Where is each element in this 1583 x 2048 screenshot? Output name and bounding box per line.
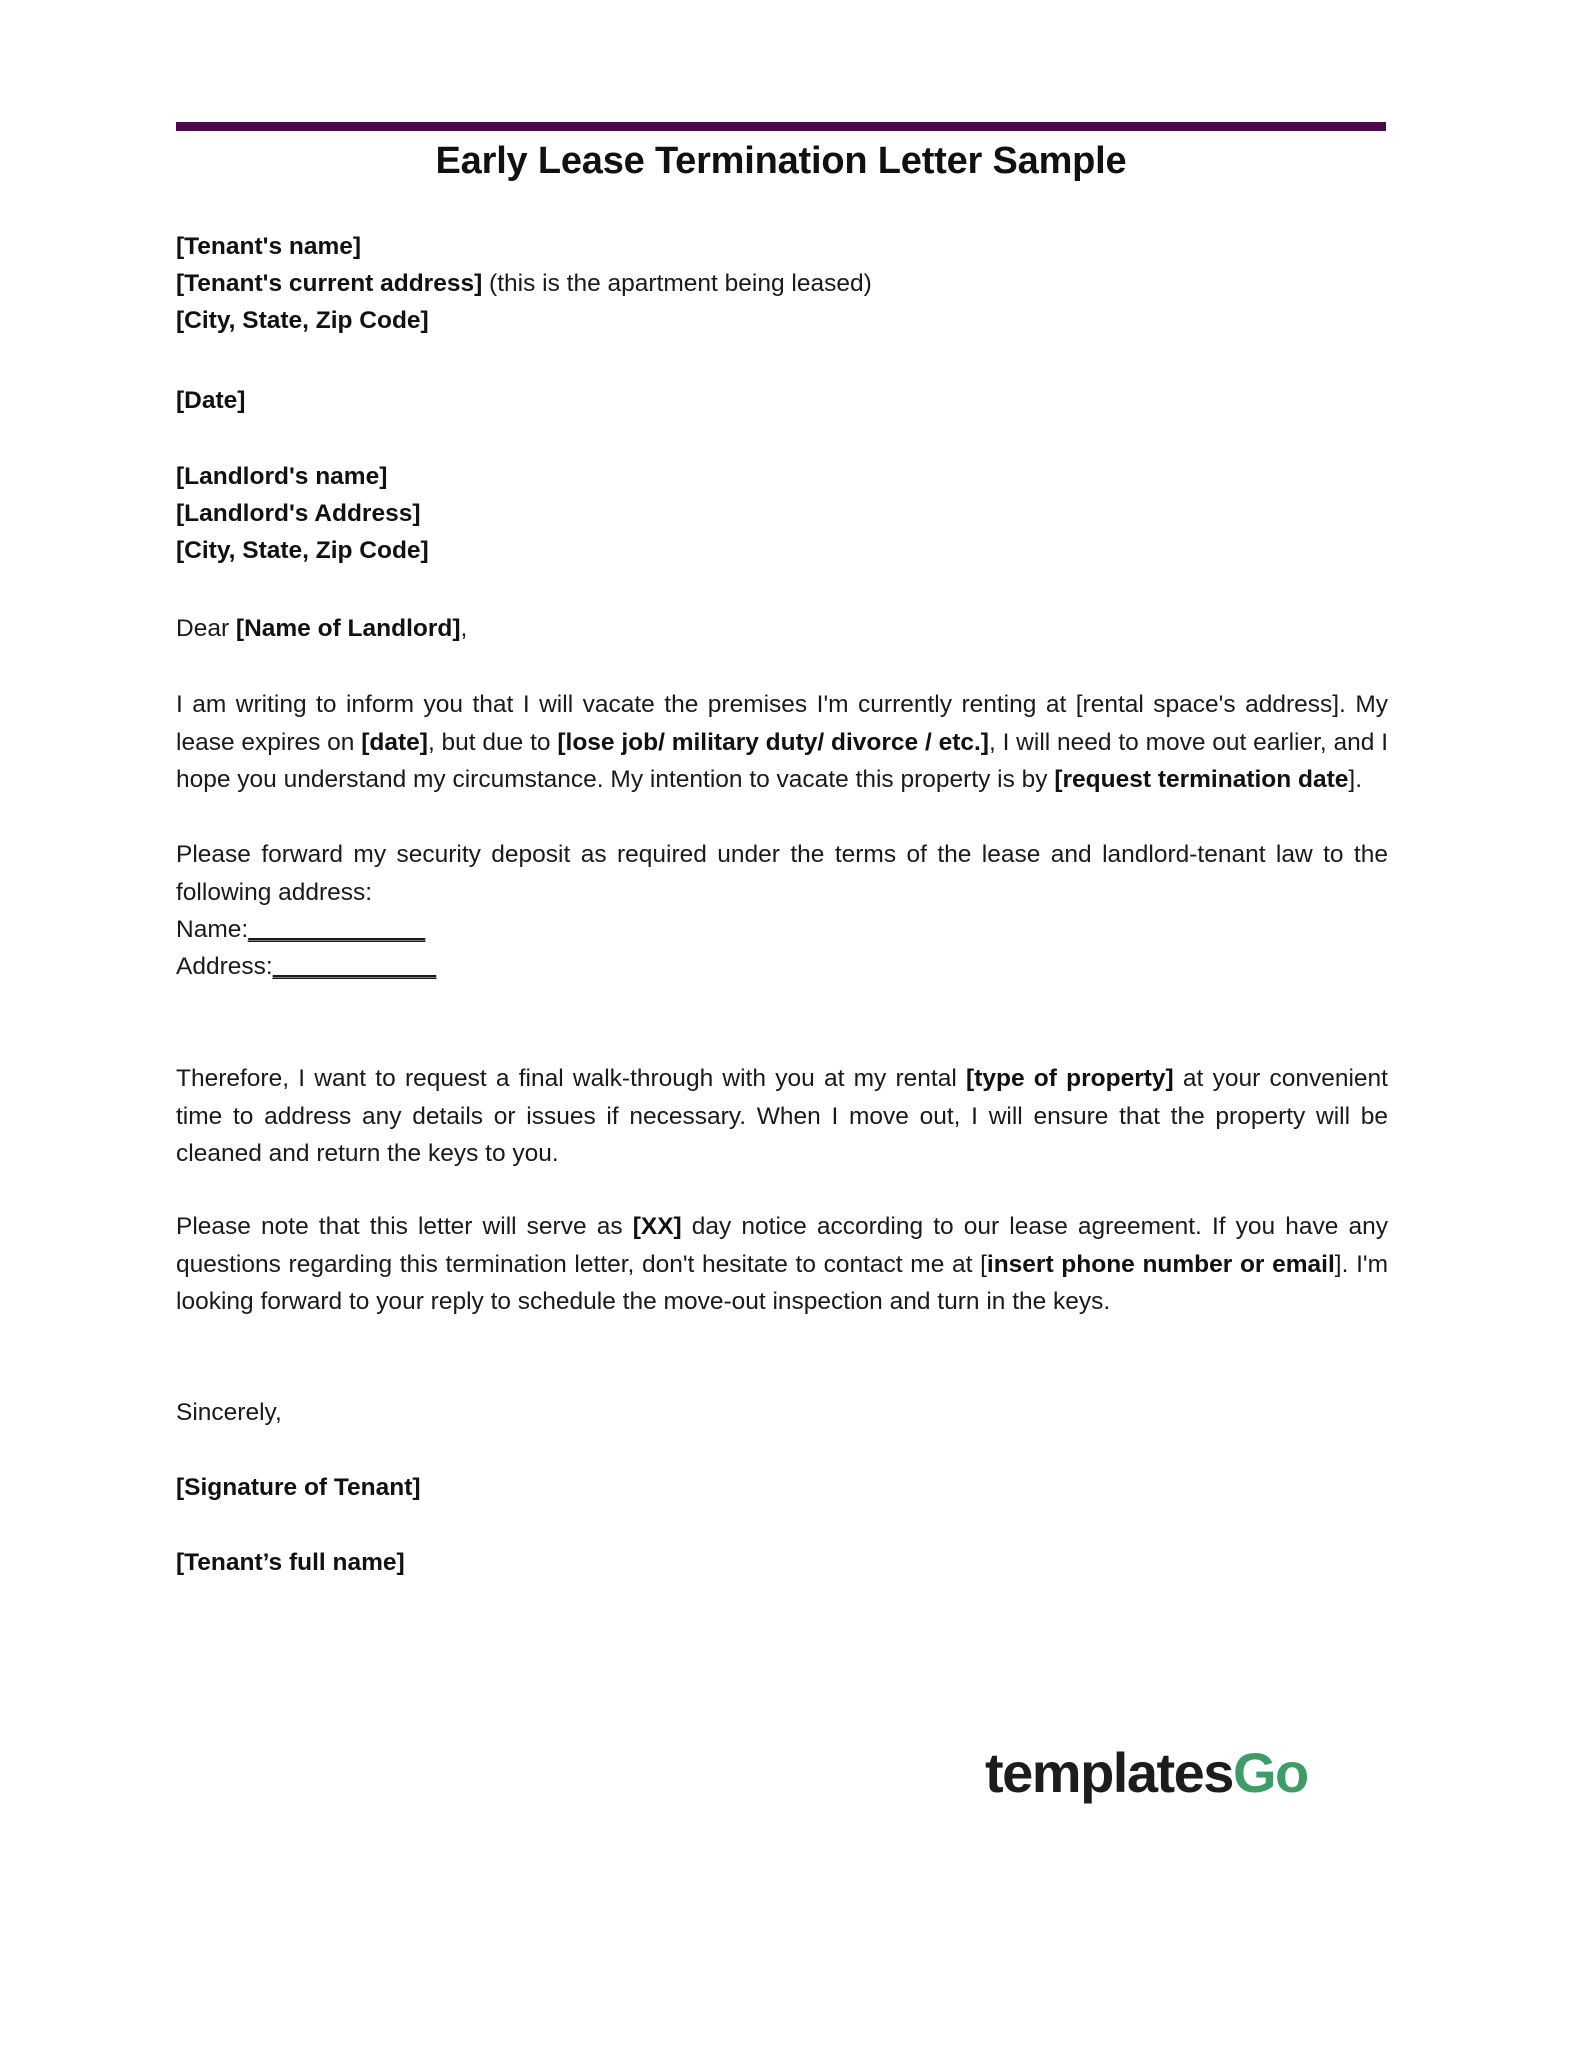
tenant-name-line: [176, 228, 1386, 265]
deposit-address-label: Address:: [176, 953, 273, 980]
closing-signature: [176, 1469, 1388, 1507]
p4-part-1: Please note that this letter will serve as: [176, 1213, 633, 1240]
landlord-address-block: [176, 458, 1386, 569]
p3-property-type-placeholder: [type of property]: [966, 1065, 1174, 1092]
paragraph-intent-to-vacate: [176, 686, 1388, 799]
paragraph-notice-period: [176, 1208, 1388, 1321]
tenant-address-block: [176, 228, 1386, 339]
p4-part-3: ]. I'm looking forward to your reply to schedule the move-out inspection and turn in the keys.: [176, 1250, 1388, 1315]
p1-part-2: , but due to: [427, 728, 558, 756]
p1-reason-placeholder: [lose job/ military duty/ divorce / etc.]: [557, 728, 989, 756]
landlord-address: [Landlord's Address]: [176, 500, 421, 527]
closing-sincerely: [176, 1394, 1388, 1432]
paragraph-security-deposit: [176, 836, 1388, 911]
tenant-current-address: [Tenant's current address]: [176, 270, 483, 297]
tenant-full-name-placeholder: [Tenant’s full name]: [176, 1549, 405, 1576]
date-line: [176, 382, 1386, 419]
deposit-name-field-line: [176, 911, 1388, 949]
page-title: Early Lease Termination Letter Sample: [435, 140, 1127, 182]
p2-text: Please forward my security deposit as required under the terms of the lease and landlord-tenant law to the following address:: [176, 841, 1388, 906]
p1-part-1: I am writing to inform you that I will vacate the premises I'm currently renting at [rental space's address]. My lease expires on: [176, 691, 1388, 756]
salutation-landlord-name: [Name of Landlord]: [235, 615, 461, 642]
templatesgo-logo: [985, 1743, 1308, 1803]
deposit-address-field-line: [176, 948, 1388, 986]
landlord-city-state-zip: [City, State, Zip Code]: [176, 537, 429, 564]
p3-part-1: Therefore, I want to request a final walk-through with you at my rental: [176, 1065, 967, 1092]
closing-full-name: [176, 1544, 1388, 1582]
deposit-name-blank: _____________: [248, 916, 426, 943]
landlord-address-line: [176, 495, 1386, 532]
header-rule: [176, 122, 1386, 131]
tenant-city-state-zip-line: [176, 302, 1386, 339]
salutation-prefix: Dear: [176, 615, 236, 642]
p4-contact-placeholder: insert phone number or email: [986, 1250, 1335, 1278]
tenant-address-line: [176, 265, 1386, 302]
deposit-address-blank: ____________: [272, 953, 437, 980]
logo-text-primary: templates: [985, 1741, 1233, 1804]
p1-part-3: , I will need to move out earlier, and I hope you understand my circumstance. My intention to vacate this property is by: [176, 728, 1388, 793]
date-placeholder: [Date]: [176, 387, 246, 414]
p1-termination-date-placeholder: [request termination date: [1054, 766, 1349, 793]
p1-part-4: ].: [1348, 766, 1363, 793]
paragraph-final-walkthrough: [176, 1060, 1388, 1173]
salutation-suffix: ,: [460, 615, 468, 642]
logo-text-accent: Go: [1232, 1741, 1308, 1804]
landlord-city-state-zip-line: [176, 532, 1386, 569]
p3-part-2: at your convenient time to address any details or issues if necessary. When I move out, I will ensure that the property will be cleaned and return the keys to you.: [176, 1065, 1388, 1167]
p4-notice-days-placeholder: [XX]: [632, 1213, 682, 1240]
closing-sincerely-text: Sincerely,: [176, 1399, 282, 1426]
p4-part-2: day notice according to our lease agreement. If you have any questions regarding this termination letter, don't hesitate to contact me at [: [176, 1213, 1389, 1278]
tenant-address-note: (this is the apartment being leased): [482, 270, 872, 297]
signature-placeholder: [Signature of Tenant]: [176, 1474, 421, 1501]
tenant-city-state-zip: [City, State, Zip Code]: [176, 307, 429, 334]
landlord-name-line: [176, 458, 1386, 495]
date-block: [176, 382, 1386, 419]
salutation: [176, 610, 1388, 648]
p1-lease-expiry-placeholder: [date]: [361, 728, 428, 756]
landlord-name: [Landlord's name]: [176, 463, 388, 490]
tenant-name: [Tenant's name]: [176, 233, 362, 260]
deposit-name-label: Name:: [176, 916, 249, 943]
